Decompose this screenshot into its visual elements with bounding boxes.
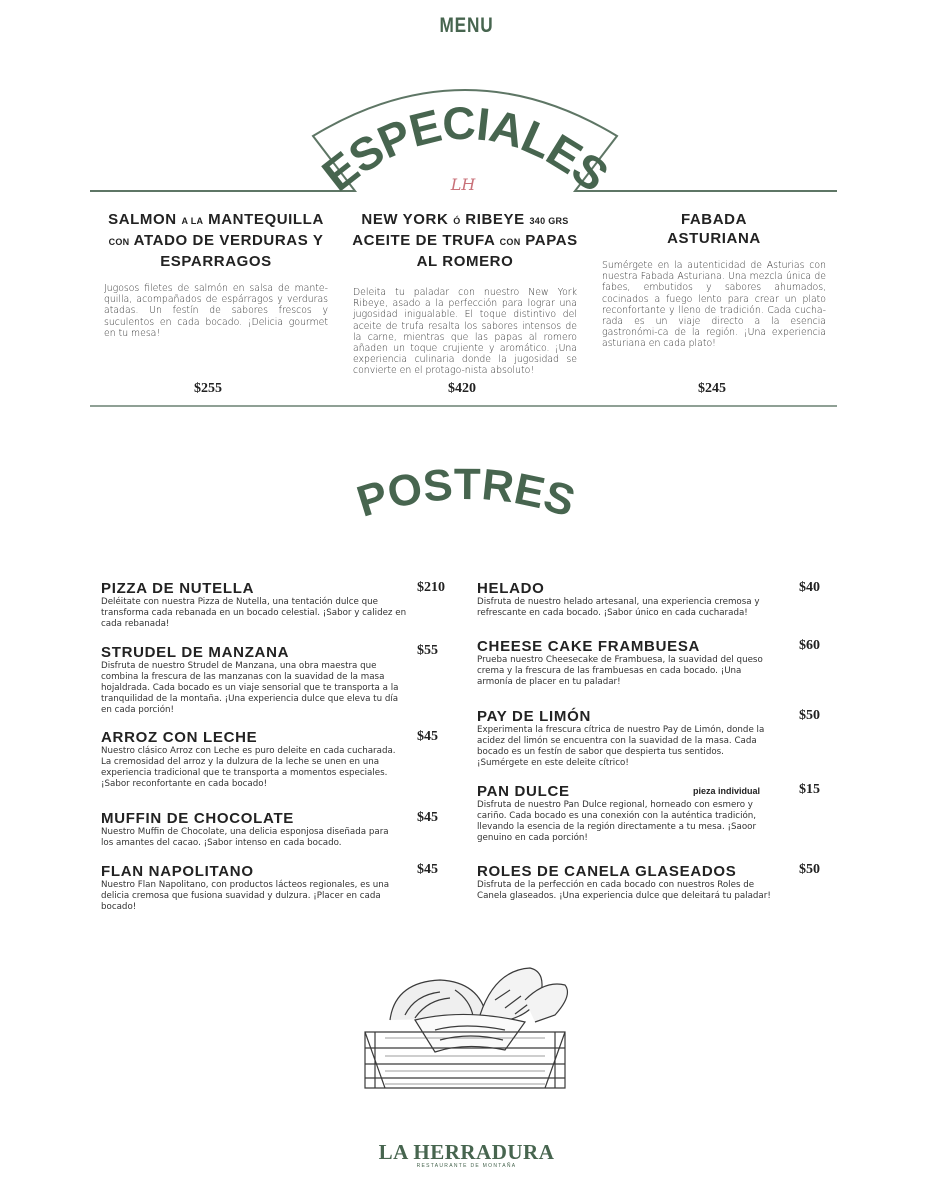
especial-price: $420 <box>448 381 476 396</box>
dessert-item <box>477 638 777 688</box>
dessert-price: $40 <box>799 580 820 595</box>
dessert-description: Deléitate con nuestra Pizza de Nutella, una tentación dulce que transforma cada rebanada en un bocado celestial. ¡Sabor y calidez en cada rebanada! <box>101 597 407 630</box>
especial-price: $245 <box>698 381 726 396</box>
dessert-description: Nuestro clásico Arroz con Leche es puro deleite en cada cucharada. La cremosidad del arroz y la dulzura de la leche se unen en una experiencia tradicional que te transporta a momentos especiales. ¡Sabor reconfortante en cada bocado! <box>101 746 396 790</box>
dessert-item <box>101 580 411 630</box>
dessert-price: $50 <box>799 862 820 877</box>
especiales-header <box>0 70 933 210</box>
dessert-item <box>101 863 401 913</box>
dessert-item <box>477 863 777 902</box>
dessert-description: Nuestro Flan Napolitano, con productos lácteos regionales, es una delicia cremosa que fusiona suavidad y dulzura. ¡Placer en cada bocado! <box>101 880 390 913</box>
dessert-note: pieza individual <box>693 786 761 796</box>
bread-basket-illustration <box>355 960 580 1105</box>
brand-name: LA HERRADURA <box>378 1140 555 1164</box>
dessert-name: ROLES DE CANELA GLASEADOS <box>477 863 737 880</box>
dessert-description: Experimenta la frescura cítrica de nuestro Pay de Limón, donde la acidez del limón se encuentra con la suavidad de la masa. Cada bocado es un festín de sabor que despierta tus sentidos. ¡Sumérgete en este deleite cítrico! <box>477 725 765 769</box>
dessert-name: HELADO <box>477 580 545 597</box>
especial-description: Deleita tu paladar con nuestro New York Ribeye, asado a la perfección para lograr una jugosidad inigualable. El toque distintivo del aceite de trufa resalta los sabores intensos de la carne, mientras que las papas al romero añaden un toque crujiente y aromático. ¡Una experiencia culinaria donde la jugosidad se convierte en el protago-nista absoluto! <box>353 287 577 377</box>
dessert-description: Prueba nuestro Cheesecake de Frambuesa, la suavidad del queso crema y la frescura de las frambuesas en cada bocado. ¡Una armonía de placer en tu paladar! <box>477 655 763 688</box>
especial-title: SALMON A LA MANTEQUILLA CON ATADO DE VERDURAS Y ESPARRAGOS <box>108 211 324 270</box>
especial-title: NEW YORK Ó RIBEYE 340 GRS ACEITE DE TRUFA CON PAPAS AL ROMERO <box>352 211 578 270</box>
dessert-price: $55 <box>417 643 438 658</box>
especial-description: Jugosos filetes de salmón en salsa de mante-quilla, acompañados de espárragos y verduras atadas. Un festín de sabores frescos y suculentos en cada bocado. ¡Delicia gourmet en tu mesa! <box>104 283 328 339</box>
especial-item-salmon <box>98 210 334 339</box>
dessert-price: $45 <box>417 729 438 744</box>
dessert-name: ARROZ CON LECHE <box>101 729 258 746</box>
dessert-name: FLAN NAPOLITANO <box>101 863 254 880</box>
monogram-logo: LH <box>450 175 476 194</box>
dessert-item <box>101 810 401 849</box>
postres-heading: POSTRES <box>351 459 581 527</box>
dessert-name: PAN DULCE <box>477 783 570 800</box>
especial-price: $255 <box>194 381 222 396</box>
dessert-name: PAY DE LIMÓN <box>477 708 591 725</box>
dessert-name: PIZZA DE NUTELLA <box>101 580 255 597</box>
especial-item-ribeye <box>347 210 583 377</box>
dessert-price: $60 <box>799 638 820 653</box>
dessert-description: Disfruta de la perfección en cada bocado con nuestros Roles de Canela glaseados. ¡Una experiencia dulce que deleitará tu paladar! <box>477 880 771 902</box>
dessert-name: MUFFIN DE CHOCOLATE <box>101 810 295 827</box>
dessert-price: $210 <box>417 580 445 595</box>
section-divider <box>90 405 837 407</box>
dessert-price: $15 <box>799 782 820 797</box>
dessert-price: $50 <box>799 708 820 723</box>
dessert-price: $45 <box>417 810 438 825</box>
dessert-item <box>477 708 777 769</box>
dessert-description: Nuestro Muffin de Chocolate, una delicia esponjosa diseñada para los amantes del cacao. ¡Sabor intenso en cada bocado. <box>101 827 389 849</box>
especiales-heading: ESPECIALES <box>312 96 618 202</box>
dessert-description: Disfruta de nuestro Strudel de Manzana, una obra maestra que combina la frescura de las manzanas con la suavidad de la masa hojaldrada. Cada bocado es un viaje sensorial que te transporta a la tranquilidad de la montaña. ¡Una experiencia dulce que eleva tu día en cada porción! <box>101 661 399 716</box>
brand-tagline: RESTAURANTE DE MONTAÑA <box>416 1163 517 1169</box>
dessert-item <box>101 644 401 716</box>
dessert-price: $45 <box>417 862 438 877</box>
dessert-item <box>477 580 777 619</box>
dessert-name: STRUDEL DE MANZANA <box>101 644 290 661</box>
footer-logo <box>0 1140 933 1169</box>
especial-item-fabada <box>596 210 832 350</box>
postres-header <box>300 455 633 535</box>
menu-title: MENU <box>439 14 494 37</box>
dessert-description: Disfruta de nuestro Pan Dulce regional, horneado con esmero y cariño. Cada bocado es una conexión con la auténtica tradición, llevando la esencia de la región directamente a tu mesa. ¡Saoor genuino en cada porción! <box>477 800 757 844</box>
dessert-item <box>101 729 401 790</box>
dessert-name: CHEESE CAKE FRAMBUESA <box>477 638 701 655</box>
especial-description: Sumérgete en la autenticidad de Asturias con nuestra Fabada Asturiana. Una mezcla única de fabes, embutidos y sabores ahumados, cocinados a fuego lento para crear un plato reconfortante y lleno de tradición. Cada cucha-rada es un viaje directo a la esencia gastronómi-ca de la región. ¡Una experiencia asturiana en cada plato! <box>602 260 826 350</box>
dessert-description: Disfruta de nuestro helado artesanal, una experiencia cremosa y refrescante en cada bocado. ¡Sabor único en cada cucharada! <box>477 597 760 619</box>
especial-title: FABADA ASTURIANA <box>667 211 761 247</box>
